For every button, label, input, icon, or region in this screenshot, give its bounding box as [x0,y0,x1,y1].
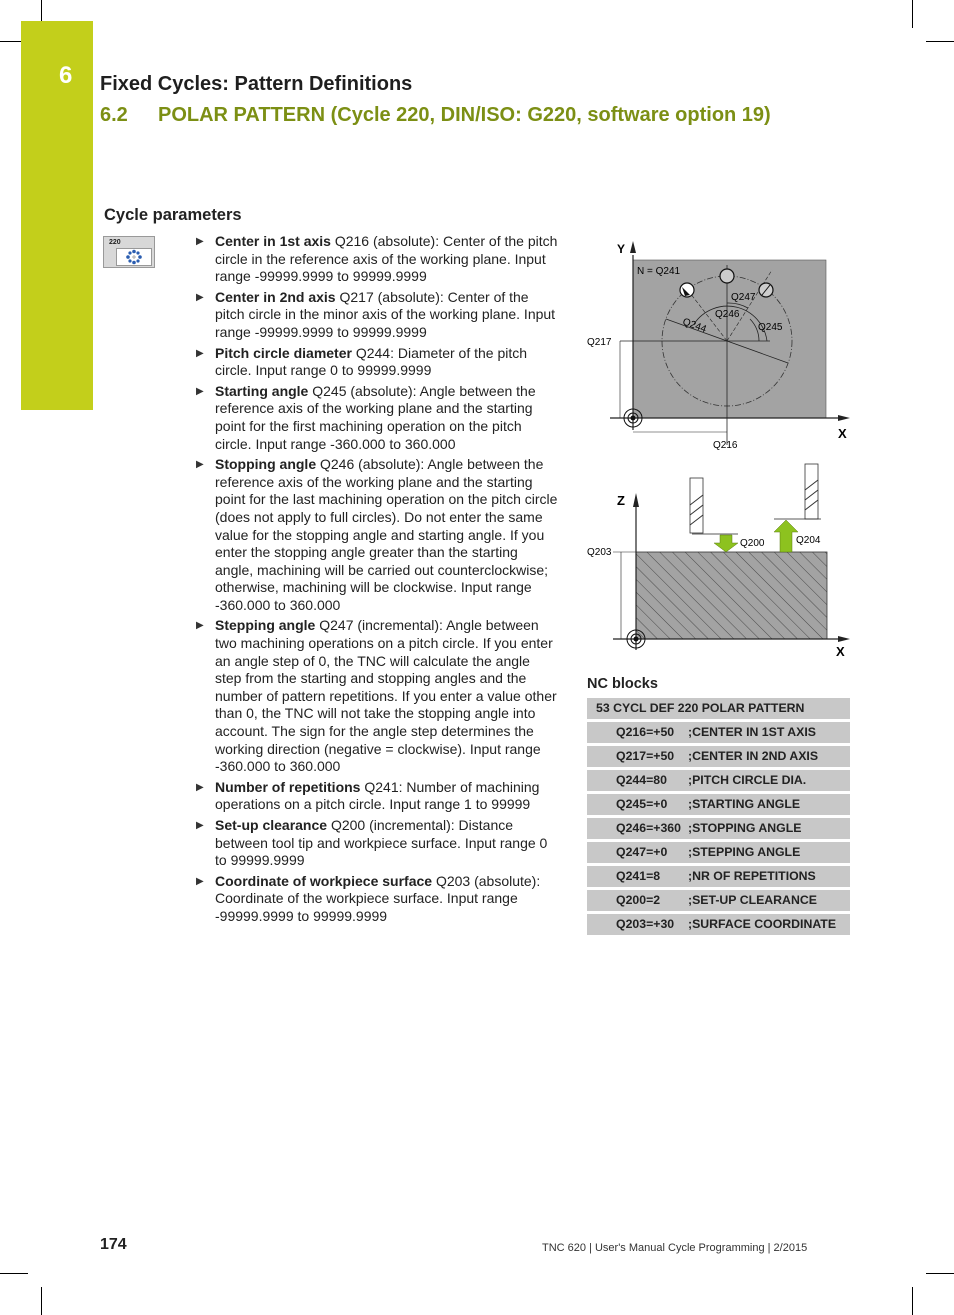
section-title [100,104,771,127]
section-title-text: POLAR PATTERN (Cycle 220, DIN/ISO: G220, software option 19) [158,104,771,126]
label-q217: Q217 [587,337,612,348]
label-q203: Q203 [587,547,612,558]
nc-comment: ;STEPPING ANGLE [688,845,801,859]
nc-block-row [587,914,850,935]
parameter-term: Stepping angle [215,617,316,634]
nc-code: Q246=+360 [616,821,681,835]
label-q216: Q216 [713,440,738,451]
parameter-description: Q244: Diameter of the pitch circle. Input range 0 to 99999.9999 [215,344,528,379]
bullet-icon: ▶ [196,875,204,887]
chapter-title: Fixed Cycles: Pattern Definitions [100,73,413,95]
nc-code: Q241=8 [616,869,661,883]
parameter-term: Pitch circle diameter [215,344,352,361]
parameter-item [196,233,558,286]
parameter-description: Q241: Number of machining operations on a pitch circle. Input range 1 to 99999 [215,778,540,813]
arrow-down-icon [714,535,738,552]
polar-pattern-icon [117,249,151,265]
nc-code: Q216=+50 [616,725,675,739]
nc-blocks-table [587,698,850,938]
label-q200: Q200 [740,538,765,549]
page-number: 174 [100,1236,127,1253]
crop-mark [926,41,954,42]
label-q246: Q246 [715,309,740,320]
nc-code: Q200=2 [616,893,661,907]
z-axis-arrow-icon [633,493,639,507]
bullet-icon: ▶ [196,347,204,359]
bullet-icon: ▶ [196,385,204,397]
nc-comment: ;STARTING ANGLE [688,797,801,811]
crop-mark [41,0,42,21]
crop-mark [41,1287,42,1315]
nc-comment: ;CENTER IN 2ND AXIS [688,749,819,763]
nc-comment: ;SET-UP CLEARANCE [688,893,817,907]
working-plane [633,260,826,418]
tool-icon [690,478,703,533]
nc-block-row [587,770,850,791]
nc-comment: ;PITCH CIRCLE DIA. [688,773,807,787]
bullet-icon: ▶ [196,781,204,793]
parameter-item [196,779,558,814]
parameter-item [196,873,558,926]
label-q244: Q244 [680,316,708,336]
bullet-icon: ▶ [196,620,204,632]
x-axis-label: X [838,426,847,441]
parameter-description: Q217 (absolute): Center of the pitch circle in the minor axis of the working plane. Input range -99999.9999 to 99999.9999 [215,288,556,340]
parameter-term: Number of repetitions [215,778,361,795]
nc-code: Q247=+0 [616,845,668,859]
label-q245: Q245 [758,322,783,333]
nc-block-row [587,722,850,743]
label-q247: Q247 [731,292,756,303]
nc-block-header: 53 CYCL DEF 220 POLAR PATTERN [587,698,850,719]
parameter-description: Q200 (incremental): Distance between tool tip and workpiece surface. Input range 0 to 99999.9999 [215,817,548,869]
section-number: 6.2 [100,104,128,126]
nc-comment: ;NR OF REPETITIONS [688,869,816,883]
arrow-up-icon [774,520,798,552]
clearance-diagram [580,460,860,660]
x-axis-arrow-icon [838,636,850,642]
y-axis-label: Y [617,242,626,256]
nc-comment: ;SURFACE COORDINATE [688,917,837,931]
nc-blocks-heading: NC blocks [587,676,658,692]
parameter-item [196,817,558,870]
label-q204: Q204 [796,535,821,546]
cycle-icon-label: 220 [109,239,121,246]
nc-block-row [587,842,850,863]
parameter-list [196,233,558,929]
bullet-icon: ▶ [196,459,204,471]
bullet-icon: ▶ [196,236,204,247]
nc-comment: ;CENTER IN 1ST AXIS [688,725,816,739]
bullet-icon: ▶ [196,291,204,303]
hole-icon [720,269,734,283]
nc-code: Q203=+30 [616,917,675,931]
bullet-icon: ▶ [196,820,204,831]
parameter-term: Center in 1st axis [215,233,331,249]
chapter-number: 6 [59,62,73,89]
nc-comment: ;STOPPING ANGLE [688,821,802,835]
crop-mark [926,1273,954,1274]
x-axis-arrow-icon [838,415,850,421]
parameter-description: Q247 (incremental): Angle between two machining operations on a pitch circle. If you enter an angle step of 0, the TNC will calculate the angle step from the starting and stopping angles and the number of pattern repetitions. If you enter a value other than 0, the TNC will not take the stopping angle into account. The sign for the angle step determines the working direction (negative = clockwise). Input range -360.000 to 360.000 [215,617,557,775]
workpiece [636,552,827,639]
parameter-description: Q203 (absolute): Coordinate of the workpiece surface. Input range -99999.9999 to 99999.9999 [215,872,541,924]
parameter-term: Starting angle [215,382,309,399]
crop-mark [0,1273,28,1274]
y-axis-arrow-icon [630,241,636,253]
crop-mark [912,0,913,28]
cycle-parameters-heading: Cycle parameters [104,206,242,224]
x-axis-label: X [836,644,845,659]
parameter-description: Q246 (absolute): Angle between the reference axis of the working plane and the starting point for the last machining operation on the pitch circle (does not apply to full circles). Do not enter the same value for the stopping angle and starting angle. If you enter the stopping angle greater than the starting angle, machining will be carried out counterclockwise; otherwise, machining will be clockwise. Input range -360.000 to 360.000 [215,456,558,613]
parameter-item [196,456,558,614]
label-n: N = Q241 [637,266,681,277]
cycle-220-icon [103,236,155,268]
parameter-item [196,617,558,775]
parameter-item [196,383,558,453]
nc-code: Q245=+0 [616,797,668,811]
z-axis-label: Z [617,493,625,508]
parameter-description: Q216 (absolute): Center of the pitch circle in the reference axis of the working plane. Input range -99999.9999 to 99999.9999 [215,233,558,285]
parameter-item [196,345,558,380]
parameter-term: Stopping angle [215,456,317,473]
nc-block-row [587,794,850,815]
parameter-description: Q245 (absolute): Angle between the reference axis of the working plane and the starting point for the first machining operation on the pitch circle. Input range -360.000 to 360.000 [215,382,536,452]
nc-block-row [587,818,850,839]
parameter-item [196,289,558,342]
parameter-term: Coordinate of workpiece surface [215,872,433,889]
crop-mark [912,1287,913,1315]
footer-text: TNC 620 | User's Manual Cycle Programming | 2/2015 [542,1242,808,1254]
nc-code: Q217=+50 [616,749,675,763]
nc-block-row [587,866,850,887]
polar-pattern-diagram [580,235,860,455]
tool-icon [805,464,818,519]
nc-block-row [587,746,850,767]
parameter-term: Center in 2nd axis [215,288,336,305]
nc-block-row [587,890,850,911]
nc-code: Q244=80 [616,773,667,787]
crop-mark [0,41,21,42]
parameter-term: Set-up clearance [215,817,328,833]
